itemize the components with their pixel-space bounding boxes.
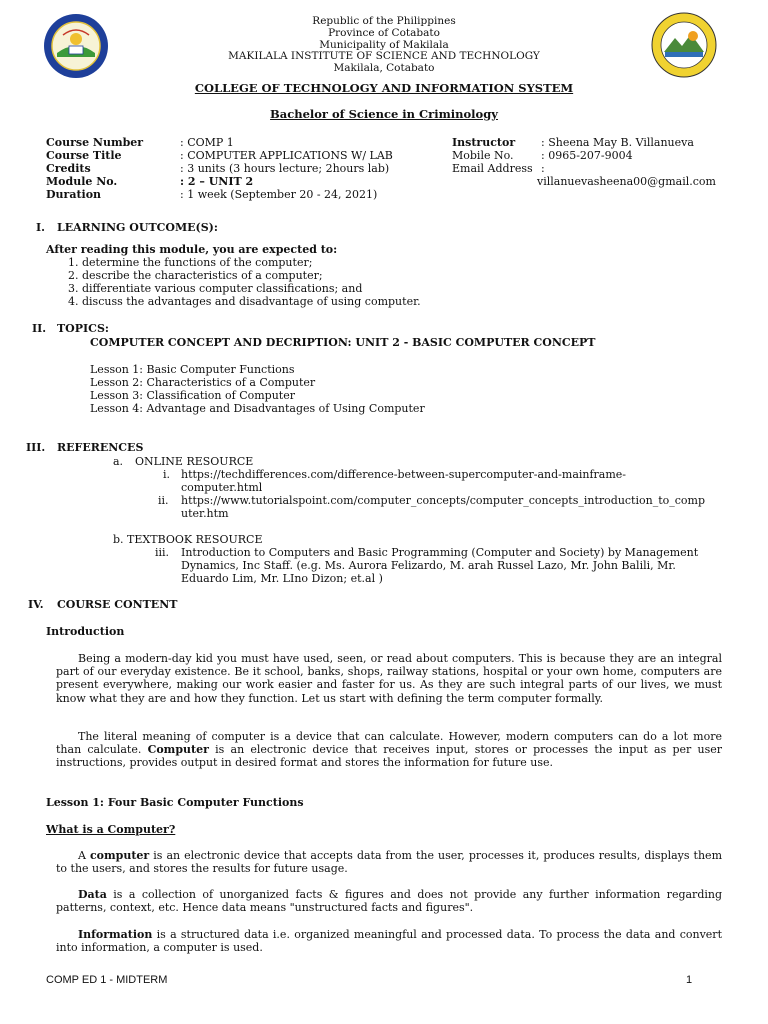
footer-course-label: COMP ED 1 - MIDTERM <box>46 974 168 986</box>
reference-number: i. <box>163 468 171 481</box>
computer-term: computer <box>89 849 150 862</box>
section-2-title: TOPICS: <box>57 322 109 335</box>
reference-number: ii. <box>158 494 169 507</box>
reference-link-continued[interactable]: computer.html <box>181 481 263 494</box>
section-3-number: III. <box>26 441 46 454</box>
header-institution: MAKILALA INSTITUTE OF SCIENCE AND TECHNOLOGY <box>228 50 540 62</box>
lesson-item: Lesson 1: Basic Computer Functions <box>90 363 295 376</box>
section-4-number: IV. <box>28 598 44 611</box>
module-value: : 2 – UNIT 2 <box>180 175 254 188</box>
instructor-label: Instructor <box>452 136 516 149</box>
outcome-item: determine the functions of the computer; <box>82 256 313 269</box>
college-title: COLLEGE OF TECHNOLOGY AND INFORMATION SYSTEM <box>194 81 574 95</box>
email-value: villanuevasheena00@gmail.com <box>537 175 716 188</box>
paragraph-text: is a structured data i.e. organized meaningful and processed data. To process the data and convert into information, a computer is used. <box>56 928 722 955</box>
online-resource-label: ONLINE RESOURCE <box>135 455 254 468</box>
computer-term: Computer <box>147 743 209 757</box>
intro-paragraph-text: Being a modern-day kid you must have used, seen, or read about computers. This is because they are an integral part of our everyday existence. Be it school, banks, shops, railway stations, hospital or your own home, computers are present everywhere, making our work easier and faster for us. As they are such integral parts of our lives, we must know what they are and how they function. Let us start with defining the term computer formally. <box>56 652 722 705</box>
lesson-item: Lesson 2: Characteristics of a Computer <box>90 376 316 389</box>
outcome-number: 1. <box>68 256 79 269</box>
outcome-item: describe the characteristics of a computer; <box>82 269 323 282</box>
reference-link-continued[interactable]: uter.htm <box>181 507 229 520</box>
textbook-reference: Dynamics, Inc Staff. (e.g. Ms. Aurora Felizardo, M. arah Russel Lazo, Mr. John Balili, Mr. <box>181 559 676 572</box>
computer-definition-paragraph <box>56 849 722 875</box>
data-term: Data <box>78 888 107 901</box>
header-country: Republic of the Philippines <box>312 15 456 27</box>
paragraph-text: is a collection of unorganized facts & figures and does not provide any further information regarding patterns, context, etc. Hence data means "unstructured facts and figures". <box>56 888 722 915</box>
computer-meaning-paragraph <box>56 730 722 770</box>
duration-label: Duration <box>46 188 102 201</box>
textbook-resource-label: b. TEXTBOOK RESOURCE <box>113 533 263 546</box>
header-province: Province of Cotabato <box>328 27 440 39</box>
module-label: Module No. <box>46 175 118 188</box>
lesson-item: Lesson 3: Classification of Computer <box>90 389 295 402</box>
outcome-number: 4. <box>68 295 79 308</box>
outcome-number: 3. <box>68 282 79 295</box>
outcomes-intro: After reading this module, you are expected to: <box>46 243 338 256</box>
section-1-title: LEARNING OUTCOME(S): <box>57 221 218 234</box>
reference-link[interactable]: https://techdifferences.com/difference-between-supercomputer-and-mainframe- <box>181 468 627 481</box>
mobile-label: Mobile No. <box>452 149 514 162</box>
course-title-label: Course Title <box>46 149 122 162</box>
credits-value: : 3 units (3 hours lecture; 2hours lab) <box>180 162 390 175</box>
introduction-heading: Introduction <box>46 625 125 638</box>
data-definition-paragraph <box>56 888 722 914</box>
reference-number: iii. <box>155 546 170 559</box>
outcome-number: 2. <box>68 269 79 282</box>
topics-subtitle: COMPUTER CONCEPT AND DECRIPTION: UNIT 2 - BASIC COMPUTER CONCEPT <box>90 336 596 349</box>
reference-link[interactable]: https://www.tutorialspoint.com/computer_concepts/computer_concepts_introduction_to_comp <box>181 494 706 507</box>
header-municipality: Municipality of Makilala <box>319 39 449 51</box>
computer-definition-text: is an electronic device that receives input, stores or processes the input as per user instructions, provides output in desired format and stores the information for future use. <box>56 743 722 770</box>
what-is-computer-heading: What is a Computer? <box>46 823 176 836</box>
program-title: Bachelor of Science in Criminology <box>270 107 498 121</box>
page-number: 1 <box>686 974 693 986</box>
section-4-title: COURSE CONTENT <box>57 598 178 611</box>
section-1-number: I. <box>36 221 45 234</box>
information-definition-paragraph <box>56 928 722 954</box>
textbook-reference: Introduction to Computers and Basic Programming (Computer and Society) by Management <box>181 546 699 559</box>
paragraph-text: is an electronic device that accepts data from the user, processes it, produces results, displays them to the users, and stores the results for future usage. <box>56 849 722 876</box>
course-number-label: Course Number <box>46 136 144 149</box>
header-location: Makilala, Cotabato <box>333 62 435 74</box>
email-label: Email Address <box>452 162 533 175</box>
mobile-value: : 0965-207-9004 <box>541 149 633 162</box>
paragraph-text: A <box>78 849 90 862</box>
credits-label: Credits <box>46 162 91 175</box>
outcome-item: differentiate various computer classifications; and <box>82 282 363 295</box>
course-title-value: : COMPUTER APPLICATIONS W/ LAB <box>180 149 393 162</box>
information-term: Information <box>78 928 153 941</box>
course-number-value: : COMP 1 <box>180 136 234 149</box>
section-2-number: II. <box>32 322 47 335</box>
online-resource-number: a. <box>113 455 124 468</box>
computer-meaning-text: The literal meaning of computer is a device that can calculate. However, modern computers can do a lot more than calculate. <box>56 730 722 757</box>
lesson-item: Lesson 4: Advantage and Disadvantages of Using Computer <box>90 402 425 415</box>
section-3-title: REFERENCES <box>57 441 144 454</box>
outcome-item: discuss the advantages and disadvantage of using computer. <box>82 295 421 308</box>
email-colon: : <box>541 162 545 175</box>
lesson-1-title: Lesson 1: Four Basic Computer Functions <box>46 796 304 809</box>
intro-paragraph <box>56 652 722 705</box>
duration-value: : 1 week (September 20 - 24, 2021) <box>180 188 378 201</box>
textbook-reference: Eduardo Lim, Mr. LIno Dizon; et.al ) <box>181 572 383 585</box>
instructor-value: : Sheena May B. Villanueva <box>541 136 694 149</box>
